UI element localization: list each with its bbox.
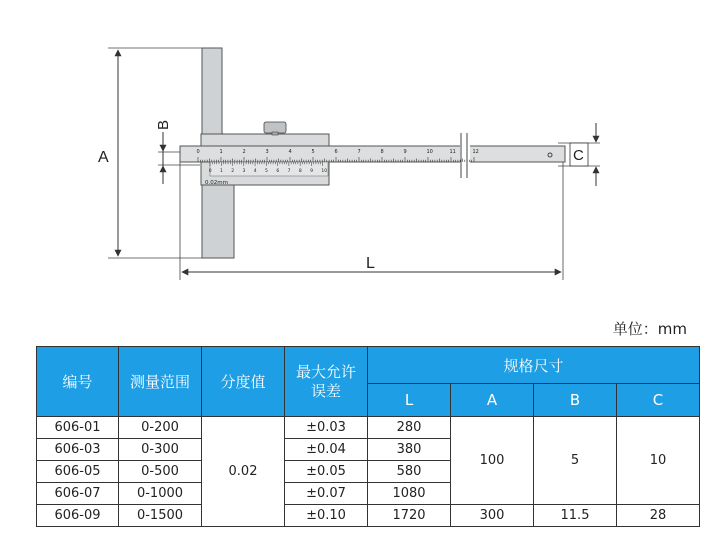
vernier-scale-number: 10 <box>321 169 328 174</box>
table-row <box>37 417 700 439</box>
header-code: 编号 <box>37 347 119 417</box>
vernier-scale-number: 6 <box>276 169 280 174</box>
vernier-scale-number: 2 <box>231 169 235 174</box>
cell-l: 1720 <box>368 505 451 527</box>
cell-l: 380 <box>368 439 451 461</box>
spec-table <box>36 346 700 527</box>
main-scale-number: 10 <box>426 149 433 155</box>
vernier-scale-number: 0 <box>208 169 212 174</box>
cell-l: 1080 <box>368 483 451 505</box>
main-scale-number: 11 <box>449 149 456 155</box>
vernier-scale-number: 3 <box>242 169 246 174</box>
cell-error: ±0.07 <box>285 483 368 505</box>
main-scale-number: 12 <box>472 149 479 155</box>
header-resolution: 分度值 <box>202 347 285 417</box>
vernier-scale-number: 9 <box>310 169 314 174</box>
cell-error: ±0.04 <box>285 439 368 461</box>
main-beam <box>180 146 565 162</box>
dimension-c-label: C <box>573 147 584 164</box>
lock-screw-icon <box>264 122 286 133</box>
cell-error: ±0.03 <box>285 417 368 439</box>
cell-range: 0-200 <box>119 417 202 439</box>
vernier-scale-number: 8 <box>298 169 302 174</box>
cell-resolution: 0.02 <box>202 417 285 527</box>
header-spec: 规格尺寸 <box>368 347 700 384</box>
header-max-error-text: 最大允许误差 <box>295 362 356 400</box>
cell-code: 606-09 <box>37 505 119 527</box>
cell-a: 300 <box>451 505 534 527</box>
main-scale-number: 9 <box>403 149 407 155</box>
main-scale-number: 5 <box>311 149 315 155</box>
cell-range: 0-300 <box>119 439 202 461</box>
header-l: L <box>368 384 451 417</box>
cell-c: 10 <box>617 417 700 505</box>
main-scale-number: 2 <box>242 149 246 155</box>
cell-error: ±0.10 <box>285 505 368 527</box>
main-scale-number: 0 <box>196 149 200 155</box>
unit-label: 单位：mm <box>612 320 687 338</box>
cell-code: 606-07 <box>37 483 119 505</box>
cell-c: 28 <box>617 505 700 527</box>
cell-a: 100 <box>451 417 534 505</box>
cell-b: 5 <box>534 417 617 505</box>
cell-l: 580 <box>368 461 451 483</box>
cell-code: 606-03 <box>37 439 119 461</box>
main-scale-number: 6 <box>334 149 338 155</box>
resolution-label: 0.02mm <box>205 180 228 186</box>
dimension-c-box <box>570 143 588 166</box>
header-range: 测量范围 <box>119 347 202 417</box>
cell-l: 280 <box>368 417 451 439</box>
dimension-a-label: A <box>98 149 109 166</box>
vernier-scale-number: 1 <box>219 169 223 174</box>
cell-range: 0-1000 <box>119 483 202 505</box>
main-scale-number: 1 <box>219 149 223 155</box>
header-max-error <box>285 347 368 417</box>
vernier-scale-number: 7 <box>287 169 291 174</box>
main-scale-number: 8 <box>380 149 384 155</box>
main-scale-number: 3 <box>265 149 269 155</box>
vernier-scale-number: 4 <box>253 169 257 174</box>
dimension-l-label: L <box>366 255 375 272</box>
vernier-scale-number: 5 <box>265 169 268 174</box>
cell-range: 0-500 <box>119 461 202 483</box>
cell-error: ±0.05 <box>285 461 368 483</box>
header-b: B <box>534 384 617 417</box>
header-c: C <box>617 384 700 417</box>
table-row <box>37 505 700 527</box>
cell-code: 606-01 <box>37 417 119 439</box>
dimension-b-label: B <box>155 119 172 130</box>
cell-code: 606-05 <box>37 461 119 483</box>
main-scale-number: 4 <box>288 149 292 155</box>
extension-lines <box>108 48 600 280</box>
cell-range: 0-1500 <box>119 505 202 527</box>
header-a: A <box>451 384 534 417</box>
cell-b: 11.5 <box>534 505 617 527</box>
main-scale-number: 7 <box>357 149 361 155</box>
